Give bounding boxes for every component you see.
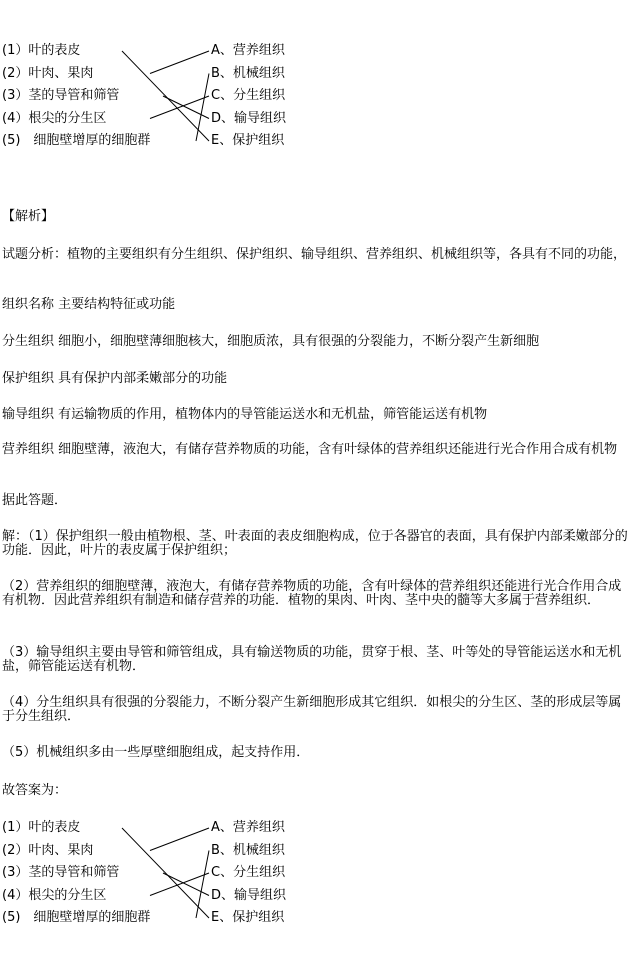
- analysis-heading: 【解析】: [2, 209, 55, 224]
- answer-paragraph: （5）机械组织多由一些厚壁细胞组成，起支持作用．: [2, 745, 310, 760]
- left-item: (1）叶的表皮: [2, 43, 81, 58]
- answer-paragraph: （2）营养组织的细胞壁薄，液泡大，有储存营养物质的功能，含有叶绿体的营养组织还能进行光合作用合成有机物．因此营养组织有制造和储存营养的功能．植物的果肉、叶肉、茎中央的髓等大多属于营养组织．: [2, 579, 622, 608]
- analysis-intro: 试题分析：植物的主要组织有分生组织、保护组织、输导组织、营养组织、机械组织等，各具有不同的功能，: [2, 247, 627, 262]
- right-item: D、输导组织: [211, 110, 287, 126]
- table-header: 组织名称 主要结构特征或功能: [2, 297, 176, 312]
- table-row: 营养组织 细胞壁薄，液泡大，有储存营养物质的功能，含有叶绿体的营养组织还能进行光合作用合成有机物: [2, 442, 618, 457]
- right-item: E、保护组织: [211, 133, 285, 148]
- connection-line: [196, 851, 209, 919]
- left-item: (3）茎的导管和筛管: [2, 865, 120, 880]
- connection-line: [150, 51, 209, 74]
- matching-diagram-answer: [0, 817, 300, 929]
- connection-line: [196, 74, 209, 142]
- left-item: (5) 细胞壁增厚的细胞群: [2, 133, 151, 148]
- right-item: C、分生组织: [211, 88, 286, 103]
- connection-lines: [0, 817, 300, 929]
- connection-lines: [0, 40, 300, 152]
- left-item: (2）叶肉、果肉: [2, 842, 94, 858]
- left-item: (4）根尖的分生区: [2, 887, 107, 903]
- table-row: 输导组织 有运输物质的作用，植物体内的导管能运送水和无机盐，筛管能运送有机物: [2, 407, 488, 422]
- answer-paragraph: （3）输导组织主要由导管和筛管组成，具有输送物质的功能，贯穿于根、茎、叶等处的导管能运送水和无机盐，筛管能运送有机物．: [2, 645, 622, 674]
- connection-line: [122, 51, 209, 141]
- table-row: 保护组织 具有保护内部柔嫩部分的功能: [2, 371, 228, 386]
- matching-diagram-question: [0, 40, 300, 152]
- left-item: (2）叶肉、果肉: [2, 65, 94, 81]
- left-item: (4）根尖的分生区: [2, 110, 107, 126]
- left-item: (1）叶的表皮: [2, 820, 81, 835]
- right-item: A、营养组织: [211, 43, 285, 58]
- connection-line: [150, 828, 209, 851]
- connection-line: [150, 96, 209, 119]
- right-item: B、机械组织: [211, 65, 285, 81]
- left-item: (3）茎的导管和筛管: [2, 88, 120, 103]
- answer-paragraph: （4）分生组织具有很强的分裂能力，不断分裂产生新细胞形成其它组织．如根尖的分生区、茎的形成层等属于分生组织．: [2, 695, 622, 724]
- right-item: B、机械组织: [211, 842, 285, 858]
- right-item: D、输导组织: [211, 887, 287, 903]
- left-item: (5) 细胞壁增厚的细胞群: [2, 910, 151, 925]
- right-item: E、保护组织: [211, 910, 285, 925]
- connection-line: [150, 873, 209, 896]
- connection-line: [122, 828, 209, 918]
- answer-paragraph: 解：（1）保护组织一般由植物根、茎、叶表面的表皮细胞构成，位于各器官的表面，具有保护内部柔嫩部分的功能．因此，叶片的表皮属于保护组织；: [2, 529, 628, 558]
- right-item: C、分生组织: [211, 865, 286, 880]
- table-row: 分生组织 细胞小，细胞壁薄细胞核大，细胞质浓，具有很强的分裂能力，不断分裂产生新细胞: [2, 334, 540, 349]
- right-item: A、营养组织: [211, 820, 285, 835]
- final-answer-label: 故答案为：: [2, 783, 68, 798]
- analysis-conclusion: 据此答题．: [2, 493, 68, 508]
